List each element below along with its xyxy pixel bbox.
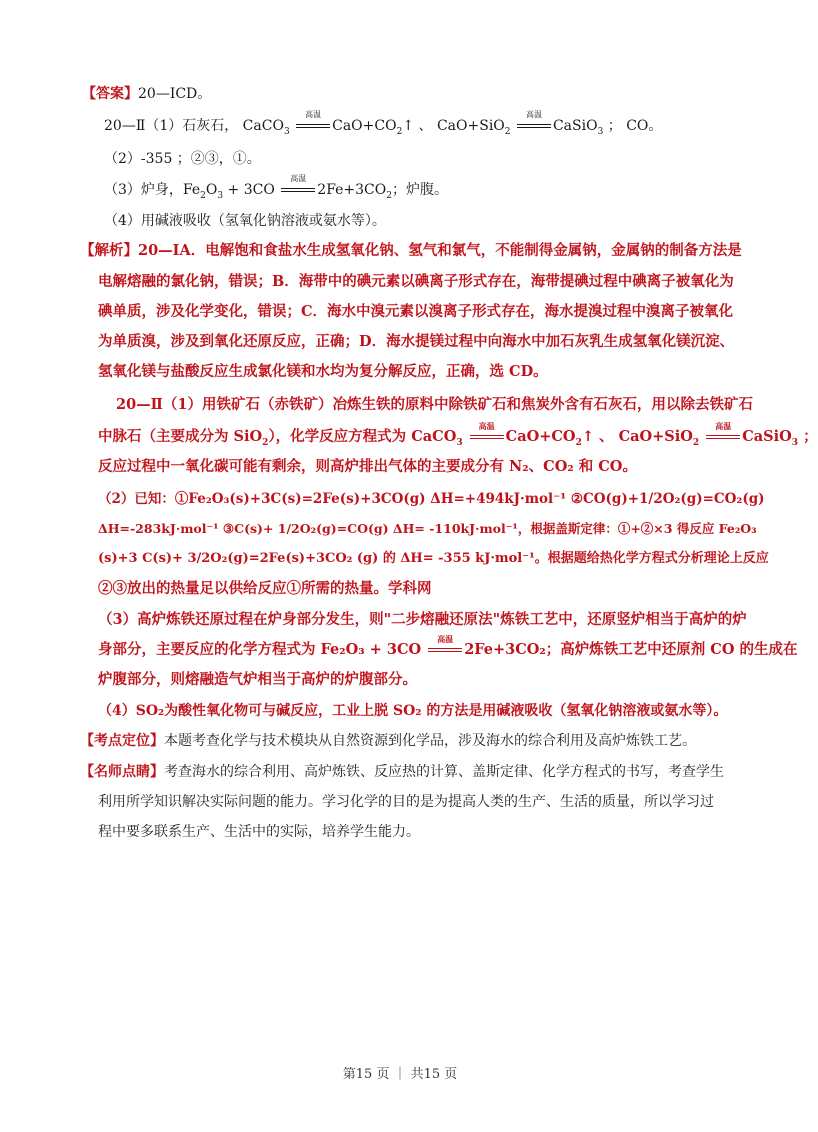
analysis-line-12 xyxy=(98,579,432,599)
answer-text: CaO+CO xyxy=(332,118,397,134)
analysis-text: 炉腹部分，则熔融造气炉相当于高炉的炉腹部分。 xyxy=(98,671,417,688)
answer-line-4: （3）炉身，$Fe_2O_3 + 3CO$ 高温 $2Fe+3CO_2$；炉腹。 xyxy=(104,174,448,201)
answer-text: 20—ⅠCD。 xyxy=(138,86,212,102)
analysis-text: 氢氧化镁与盐酸反应生成氯化镁和水均为复分解反应，正确，选 CD。 xyxy=(98,363,548,380)
analysis-line-13 xyxy=(98,610,747,630)
analysis-line-4 xyxy=(98,332,734,352)
analysis-line-2 xyxy=(98,272,734,292)
analysis-text: 中脉石（主要成分为 SiO xyxy=(98,428,263,445)
analysis-text: ↑ 、 CaO+SiO xyxy=(581,428,693,445)
analysis-text: ΔH=-283kJ·mol⁻¹ ③C(s)+ 1/2O₂(g)=CO(g) ΔH= -110kJ·mol⁻¹，根据盖斯定律：①+②×3 得反应 Fe₂O₃ xyxy=(98,521,757,536)
analysis-text: CaSiO xyxy=(742,428,792,445)
answer-text: ； CO。 xyxy=(607,118,663,134)
analysis-text: (s)+3 C(s)+ 3/2O₂(g)=2Fe(s)+3CO₂ (g) 的 ΔH= -355 kJ·mol⁻¹。根据题给热化学方程式分析理论上反应 xyxy=(98,551,769,566)
answer-text: ；炉腹。 xyxy=(391,182,448,198)
analysis-line-15 xyxy=(98,670,417,690)
answer-text: O xyxy=(205,182,218,198)
reaction-arrow-icon: 高温 xyxy=(470,432,504,442)
position-tag: 【考点定位】 xyxy=(80,733,164,749)
analysis-line-3 xyxy=(98,302,733,322)
analysis-text: 为单质溴，涉及到氧化还原反应，正确；D．海水提镁过程中向海水中加石灰乳生成氢氧化镁沉淀、 xyxy=(98,333,735,350)
teacher-text: 考查海水的综合利用、高炉炼铁、反应热的计算、盖斯定律、化学方程式的书写，考查学生 xyxy=(164,764,724,780)
answer-line-1 xyxy=(82,84,211,104)
analysis-line-5 xyxy=(98,362,548,382)
analysis-text: ②③放出的热量足以供给反应①所需的热量。学科网 xyxy=(98,580,432,597)
analysis-text: （4）SO₂为酸性氧化物可与碱反应，工业上脱 SO₂ 的方法是用碱液吸收（氢氧化钠溶液或氨水等）。 xyxy=(98,703,728,719)
analysis-text: 身部分，主要反应的化学方程式为 Fe₂O₃ + 3CO xyxy=(98,641,422,658)
reaction-arrow-icon: 高温 xyxy=(428,645,462,655)
watermark: ​ xyxy=(50,252,70,295)
answer-text: CaSiO xyxy=(552,118,598,134)
analysis-line-10 xyxy=(98,519,757,539)
answer-line-3 xyxy=(104,149,261,169)
analysis-text: 20—ⅠA．电解饱和食盐水生成氢氧化钠、氢气和氯气，不能制得金属钠，金属钠的制备方法是 xyxy=(138,242,742,259)
reaction-arrow-icon: 高温 xyxy=(706,432,740,442)
answer-text: 20—Ⅱ（1）石灰石， CaCO xyxy=(104,118,284,134)
answer-text: （4）用碱液吸收（氢氧化钠溶液或氨水等）。 xyxy=(104,213,386,229)
answer-text: ↑ 、 CaO+SiO xyxy=(402,118,505,134)
teacher-tag: 【名师点睛】 xyxy=(80,764,164,780)
answer-tag: 【答案】 xyxy=(82,86,138,102)
analysis-text: 电解熔融的氯化钠，错误；B．海带中的碘元素以碘离子形式存在，海带提碘过程中碘离子被氧化为 xyxy=(98,273,734,290)
teacher-line-2 xyxy=(98,792,714,812)
analysis-line-11 xyxy=(98,549,769,569)
analysis-line-6 xyxy=(116,395,753,415)
analysis-line-14 xyxy=(98,634,798,660)
answer-text: （2）-355 ；②③，①。 xyxy=(104,151,261,167)
analysis-line-16 xyxy=(98,701,727,721)
position-line xyxy=(80,731,696,751)
analysis-tag: 【解析】 xyxy=(80,242,138,259)
analysis-text: （3）高炉炼铁还原过程在炉身部分发生，则"二步熔融还原法"炼铁工艺中，还原竖炉相当于高炉的炉 xyxy=(98,611,747,628)
analysis-text: CaO+CO xyxy=(505,428,576,445)
answer-line-2: 20—Ⅱ（1）石灰石， CaCO$_3$ 高温 $CaO+CO_2↑$ 、 CaO+SiO$_2$ 高温 CaSiO$_3$ ； CO。 xyxy=(104,110,663,137)
answer-text: （3）炉身，Fe xyxy=(104,182,201,198)
answer-text: 2Fe+3CO xyxy=(317,182,387,198)
page-footer: 第15 页 ｜ 共15 页 xyxy=(342,1067,458,1082)
teacher-line-3 xyxy=(98,822,420,842)
analysis-text: ； xyxy=(803,428,818,445)
analysis-text: （2）已知：①Fe₂O₃(s)+3C(s)=2Fe(s)+3CO(g) ΔH=+494kJ·mol⁻¹ ②CO(g)+1/2O₂(g)=CO₂(g) xyxy=(98,491,765,507)
answer-text: + 3CO xyxy=(223,182,275,198)
analysis-text: ），化学反应方程式为 CaCO xyxy=(268,428,457,445)
reaction-arrow-icon: 高温 xyxy=(517,121,551,131)
teacher-line-1 xyxy=(80,762,724,782)
analysis-text: 2Fe+3CO₂；高炉炼铁工艺中还原剂 CO 的生成在 xyxy=(464,641,798,658)
analysis-text: 20—Ⅱ（1）用铁矿石（赤铁矿）冶炼生铁的原料中除铁矿石和焦炭外含有石灰石，用以除去铁矿石 xyxy=(116,396,753,413)
teacher-text: 利用所学知识解决实际问题的能力。学习化学的目的是为提高人类的生产、生活的质量，所以学习过 xyxy=(98,794,714,810)
reaction-arrow-icon: 高温 xyxy=(281,185,315,195)
analysis-text: 反应过程中一氧化碳可能有剩余，则高炉排出气体的主要成分有 N₂、CO₂ 和 CO。 xyxy=(98,458,637,475)
analysis-text: 碘单质，涉及化学变化，错误；C．海水中溴元素以溴离子形式存在，海水提溴过程中溴离子被氧化 xyxy=(98,303,734,320)
position-text: 本题考查化学与技术模块从自然资源到化学品，涉及海水的综合利用及高炉炼铁工艺。 xyxy=(164,733,696,749)
analysis-line-7: 中脉石（主要成分为 SiO$_2$），化学反应方程式为 CaCO$_3$ 高温 $CaO+CO_2↑$ 、 CaO+SiO$_2$ 高温 CaSiO$_3$ ； xyxy=(98,421,818,448)
teacher-text: 程中要多联系生产、生活中的实际，培养学生能力。 xyxy=(98,824,420,840)
reaction-arrow-icon: 高温 xyxy=(296,121,330,131)
answer-line-5 xyxy=(104,211,386,231)
analysis-line-1 xyxy=(80,241,742,261)
analysis-line-8 xyxy=(98,457,637,477)
analysis-line-9 xyxy=(98,489,765,509)
